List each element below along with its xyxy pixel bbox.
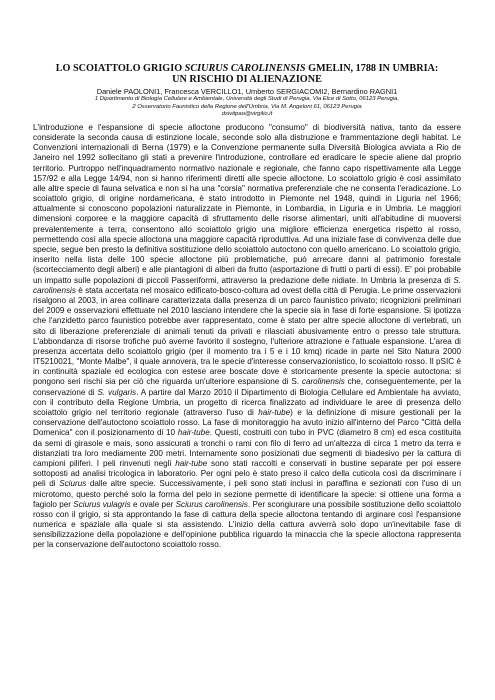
text-run: sono stati raccolti e conservati in bustine separate per poi essere sottoposti ad analisi tricologica in laboratorio. Per ogni pelo è stato preso il calco della cuticola così da discriminare i peli di (33, 458, 461, 489)
species-name: carolinensis (301, 377, 345, 387)
term-hair-tube: hair-tube (175, 458, 208, 468)
author-email: dsivitpao@virgilio.it (221, 111, 273, 118)
title-part2: GMELIN, 1788 IN UMBRIA: (305, 63, 439, 74)
paper-title (33, 63, 461, 86)
species-name: S. vulgaris (97, 387, 137, 397)
species-name: Sciurus carolinensis (175, 499, 248, 509)
term-hair-tube: hair-tube (177, 428, 210, 438)
species-name: Sciurus (59, 479, 87, 489)
text-run: . Questi, costruiti con tubo in PVC (diametro 8 cm) ed esca costituita da semi di girasole e mais, sono assicurati a tronchi o rami con filo di ferro ad un'altezza di circa 1 metro da terra e distanziati tra loro mediamente 200 metri. Internamente sono posizionati due segmenti di biadesivo per la cattura di campioni piliferi. I peli rinvenuti negli (33, 428, 461, 468)
author-list: Daniele PAOLONI1, Francesca VERCILLO1, Umberto SERGIACOMI2, Bernardino RAGNI1 (96, 86, 398, 96)
text-run: ) e la definizione di misure gestionali per la conservazione dell'autoctono scoiattolo rosso. La fase di monitoraggio ha avuto inizio all'interno del Parco "Città della Domenica" con il posizionamento di 10 (33, 408, 461, 438)
text-run: dalle altre specie. Successivamente, i peli sono stati inclusi in paraffina e sezionati con l'uso di un microtomo, questo perché solo la forma del pelo in sezione permette di identificare la specie: si ottiene una forma a fagiolo per (33, 479, 461, 509)
affiliation-2: 2 Osservatorio Faunistico della Regione dell'Umbria, Via M. Angeloni 61, 06123 Perugia (132, 103, 362, 110)
text-run: . Per scongiurare una possibile sostituzione dello scoiattolo rosso con il grigio, si sta approntando la fase di cattura della specie alloctona tentando di arginare così l'espansione numerica e spaziale alla quale si sta assistendo. L'inizio della cattura avverrà solo dopo un'inevitabile fase di sensibilizzazione della popolazione e dell'opinione pubblica riguardo la minaccia che la specie alloctona rappresenta per la conservazione dell'autoctono scoiattolo rosso. (33, 499, 461, 550)
title-species: SCIURUS CAROLINENSIS (184, 63, 306, 74)
species-name: Sciurus vulagris (73, 499, 131, 509)
abstract-body (33, 123, 461, 551)
text-run: che, conseguentemente, per la conservazione di (33, 377, 461, 397)
text-run: L'introduzione e l'espansione di specie alloctone producono "consumo" di biodiversità nativa, tanto da essere considerate la seconda causa di estinzione locale, seconde solo alla distruzione e frammentazione degli habitat. Le Convenzioni internazionali di Berna (1979) e la Convenzione permanente sulla Diversità Biologica avviata a Rio de Janeiro nel 1992 sollecitano gli stati a prevenire l'introduzione, controllare ed eradicare le specie aliene dal proprio territorio. Purtroppo nell'inquadramento normativo nazionale e regionale, che fanno capo rispettivamente alla Legge 157/92 e alla Legge 14/94, non si hanno riferimenti diretti alle specie alloctone. Lo scoiattolo grigio è così assimilato alle altre specie di fauna selvatica e non si ha una "corsia" normativa preferenziale che ne consenta l'eradicazione. Lo scoiattolo grigio, di origine nordamericana, è stato introdotto in Piemonte nel 1948, quindi in Liguria nel 1966; attualmente si conoscono popolazioni naturalizzate in Piemonte, in Lombardia, in Liguria e in Umbria. Le maggiori dimensioni corporee e la maggiore capacità di sfruttamento delle risorse alimentari, uniti all'abitudine di muoversi prevalentemente a terra, consentono allo scoiattolo grigio una migliore efficienza energetica rispetto al rosso, permettendo così alla specie alloctona una maggiore capacità riproduttiva. Ad una iniziale fase di convivenza delle due specie, segue ben presto la definitiva sostituzione dello scoiattolo autoctono con quello americano. Lo scoiattolo grigio, inserito nella lista delle 100 specie alloctone più problematiche, può arrecare danni al patrimonio forestale (scortecciamento degli alberi) e alle piantagioni di alberi da frutto (asportazione di frutti o parti di essi). E' poi probabile un impatto sulle popolazioni di piccoli Passeriformi, attraverso la predazione delle nidiate. In Umbria la presenza di (33, 122, 461, 285)
term-hair-tube: hair-tube (258, 408, 291, 418)
affiliation-1: 1 Dipartimento di Biologia Cellulare e Ambientale, Università degli Studi di Perugia, Via Elce di Sotto, 06123 Perugia, (94, 96, 400, 103)
title-line2: UN RISCHIO DI ALIENAZIONE (172, 74, 322, 86)
text-run: è stata accertata nel mosaico edificato-bosco-coltura ad ovest della città di Perugia. Le prime osservazioni risalgono al 2003, in area collinare caratterizzata dalla presenza di un parco faunistico privato; ricognizioni preliminari del 2009 e osservazioni effettuate nel 2010 lasciano intendere che la specie sia in fase di forte espansione. Si ipotizza che l'anzidetto parco faunistico potrebbe aver rappresentato, come è stato per altre specie alloctone di vertebrati, un sito di liberazione preferenziale di animali tenuti da privati e rilasciati abusivamente entro o presso tale struttura. L'abbondanza di risorse trofiche può averne favorito il sostegno, l'ulteriore attrazione e l'attuale espansione. L'area di presenza accertata dello scoiattolo grigio (per il momento tra i 5 e i 10 kmq) ricade in parte nel Sito Natura 2000 IT5210021, "Monte Malbe", il quale annovera, tra le specie d'interesse conservazionistico, lo scoiattolo rosso. Il pSIC è in continuità spaziale ed ecologica con estese aree boscate dove è storicamente presente la specie autoctona: si pongono seri rischi sia per ciò che riguarda un'ulteriore espansione di S. (33, 285, 461, 387)
title-part1: LO SCOIATTOLO GRIGIO (55, 63, 185, 74)
text-run: e ovale per (130, 499, 176, 509)
species-name: S. carolinensis (33, 275, 461, 295)
abstract-paragraph (33, 123, 461, 551)
text-run: . A partire dal Marzo 2010 il Dipartimento di Biologia Cellulare ed Ambientale ha avviato, con il contributo della Regione Umbria, un progetto di ricerca finalizzato ad individuare le aree di presenza dello scoiattolo grigio nel territorio regionale (attraverso l'uso di (33, 387, 461, 418)
